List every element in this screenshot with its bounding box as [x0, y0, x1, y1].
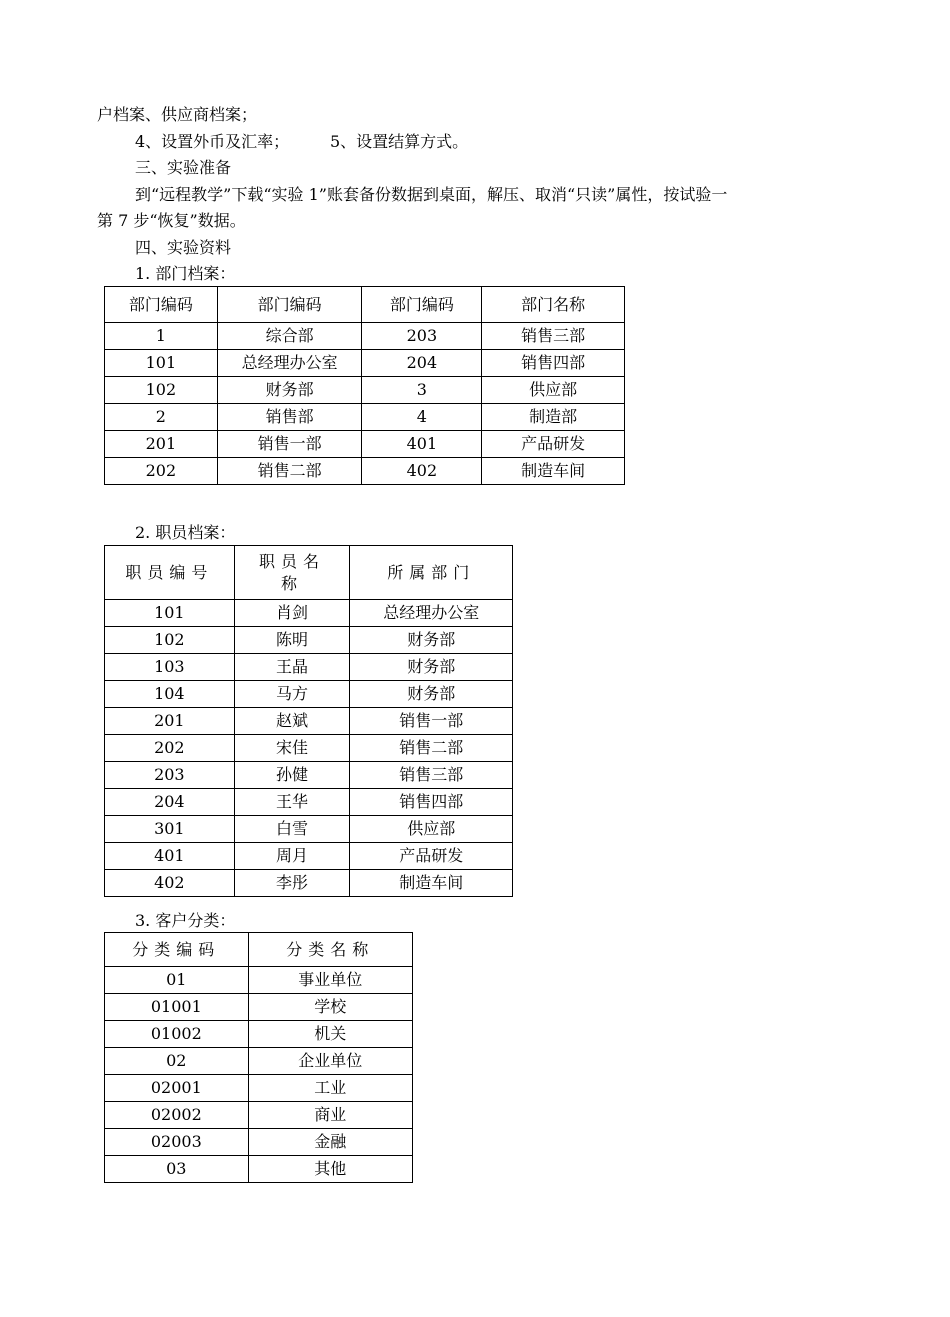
- table-row: [105, 967, 413, 994]
- text-line-2a: 4、设置外币及汇率；: [135, 132, 290, 151]
- header-cell: 部门编码: [217, 287, 362, 323]
- table-cell: 02002: [105, 1102, 249, 1129]
- table-cell: 王晶: [234, 654, 350, 681]
- table-cell: 销售部: [217, 404, 362, 431]
- table-row: [105, 458, 625, 485]
- table-row: [105, 600, 513, 627]
- table-cell: 销售一部: [217, 431, 362, 458]
- header-cell: 分类编码: [105, 933, 249, 967]
- table-cell: 202: [105, 458, 218, 485]
- table-row: [105, 654, 513, 681]
- header-cell: 职员名称: [234, 546, 350, 600]
- table-cell: 3: [362, 377, 482, 404]
- table-cell: 马方: [234, 681, 350, 708]
- table-cell: 企业单位: [248, 1048, 412, 1075]
- table-cell: 201: [105, 431, 218, 458]
- table-cell: 102: [105, 377, 218, 404]
- subheading-staff: 2. 职员档案：: [135, 523, 236, 542]
- table-cell: 02001: [105, 1075, 249, 1102]
- table-row: [105, 377, 625, 404]
- table-cell: 机关: [248, 1021, 412, 1048]
- table-row: [105, 789, 513, 816]
- table-cell: 事业单位: [248, 967, 412, 994]
- table-cell: 01: [105, 967, 249, 994]
- table-cell: 1: [105, 323, 218, 350]
- table-cell: 财务部: [350, 627, 513, 654]
- text-line-1: 户档案、供应商档案；: [97, 105, 258, 124]
- table-cell: 制造车间: [482, 458, 625, 485]
- header-cell: 职员编号: [105, 546, 235, 600]
- table-cell: 01001: [105, 994, 249, 1021]
- table-cell: 销售二部: [350, 735, 513, 762]
- table-cell: 商业: [248, 1102, 412, 1129]
- table-cell: 孙健: [234, 762, 350, 789]
- staff-table: [104, 545, 513, 897]
- table-cell: 2: [105, 404, 218, 431]
- table-cell: 金融: [248, 1129, 412, 1156]
- table-row: [105, 323, 625, 350]
- table-cell: 供应部: [482, 377, 625, 404]
- table-row: [105, 350, 625, 377]
- table-row: [105, 708, 513, 735]
- table-cell: 总经理办公室: [350, 600, 513, 627]
- subheading-customer-categories: 3. 客户分类：: [135, 911, 236, 930]
- table-row: [105, 1048, 413, 1075]
- table-cell: 203: [362, 323, 482, 350]
- table-row: [105, 843, 513, 870]
- table-cell: 401: [105, 843, 235, 870]
- table-cell: 产品研发: [350, 843, 513, 870]
- table-cell: 104: [105, 681, 235, 708]
- table-cell: 204: [362, 350, 482, 377]
- table-cell: 产品研发: [482, 431, 625, 458]
- table-cell: 财务部: [350, 681, 513, 708]
- table-row: [105, 627, 513, 654]
- table-cell: 销售三部: [482, 323, 625, 350]
- table-row: [105, 994, 413, 1021]
- text-line-4: 到“远程教学”下载“实验 1”账套备份数据到桌面，解压、取消“只读”属性，按试验一: [135, 185, 728, 204]
- table-cell: 李彤: [234, 870, 350, 897]
- department-table: [104, 286, 625, 485]
- text-line-2b: 5、设置结算方式。: [330, 132, 469, 151]
- customer-category-table: [104, 932, 413, 1183]
- subheading-departments: 1. 部门档案：: [135, 264, 236, 283]
- table-cell: 销售一部: [350, 708, 513, 735]
- table-cell: 销售四部: [350, 789, 513, 816]
- table-cell: 陈明: [234, 627, 350, 654]
- table-cell: 102: [105, 627, 235, 654]
- table-cell: 销售四部: [482, 350, 625, 377]
- table-cell: 203: [105, 762, 235, 789]
- table-cell: 201: [105, 708, 235, 735]
- table-row: [105, 1021, 413, 1048]
- table-cell: 综合部: [217, 323, 362, 350]
- table-cell: 402: [105, 870, 235, 897]
- table-cell: 01002: [105, 1021, 249, 1048]
- table-row: [105, 681, 513, 708]
- table-cell: 销售三部: [350, 762, 513, 789]
- table-row: [105, 762, 513, 789]
- table-cell: 402: [362, 458, 482, 485]
- text-line-5: 第 7 步“恢复”数据。: [97, 211, 246, 230]
- table-cell: 101: [105, 600, 235, 627]
- table-cell: 制造部: [482, 404, 625, 431]
- table-cell: 销售二部: [217, 458, 362, 485]
- table-row: [105, 870, 513, 897]
- table-row: [105, 1129, 413, 1156]
- header-cell: 部门编码: [105, 287, 218, 323]
- header-cell: 分类名称: [248, 933, 412, 967]
- table-header-row: [105, 933, 413, 967]
- table-cell: 301: [105, 816, 235, 843]
- table-cell: 其他: [248, 1156, 412, 1183]
- section-heading-materials: 四、实验资料: [135, 238, 232, 257]
- table-cell: 制造车间: [350, 870, 513, 897]
- table-row: [105, 431, 625, 458]
- table-cell: 03: [105, 1156, 249, 1183]
- table-row: [105, 1075, 413, 1102]
- table-cell: 供应部: [350, 816, 513, 843]
- table-cell: 学校: [248, 994, 412, 1021]
- table-cell: 财务部: [350, 654, 513, 681]
- header-cell: 所属部门: [350, 546, 513, 600]
- header-cell: 部门编码: [362, 287, 482, 323]
- table-cell: 王华: [234, 789, 350, 816]
- table-row: [105, 735, 513, 762]
- section-heading-preparation: 三、实验准备: [135, 158, 232, 177]
- table-row: [105, 1156, 413, 1183]
- table-cell: 赵斌: [234, 708, 350, 735]
- table-header-row: [105, 287, 625, 323]
- table-cell: 财务部: [217, 377, 362, 404]
- table-cell: 总经理办公室: [217, 350, 362, 377]
- table-header-row: [105, 546, 513, 600]
- table-cell: 工业: [248, 1075, 412, 1102]
- table-row: [105, 816, 513, 843]
- table-cell: 401: [362, 431, 482, 458]
- table-row: [105, 404, 625, 431]
- header-cell: 部门名称: [482, 287, 625, 323]
- table-cell: 白雪: [234, 816, 350, 843]
- table-row: [105, 1102, 413, 1129]
- table-cell: 103: [105, 654, 235, 681]
- table-cell: 4: [362, 404, 482, 431]
- table-cell: 02003: [105, 1129, 249, 1156]
- table-cell: 宋佳: [234, 735, 350, 762]
- table-cell: 202: [105, 735, 235, 762]
- table-cell: 周月: [234, 843, 350, 870]
- table-cell: 02: [105, 1048, 249, 1075]
- table-cell: 204: [105, 789, 235, 816]
- table-cell: 101: [105, 350, 218, 377]
- table-cell: 肖剑: [234, 600, 350, 627]
